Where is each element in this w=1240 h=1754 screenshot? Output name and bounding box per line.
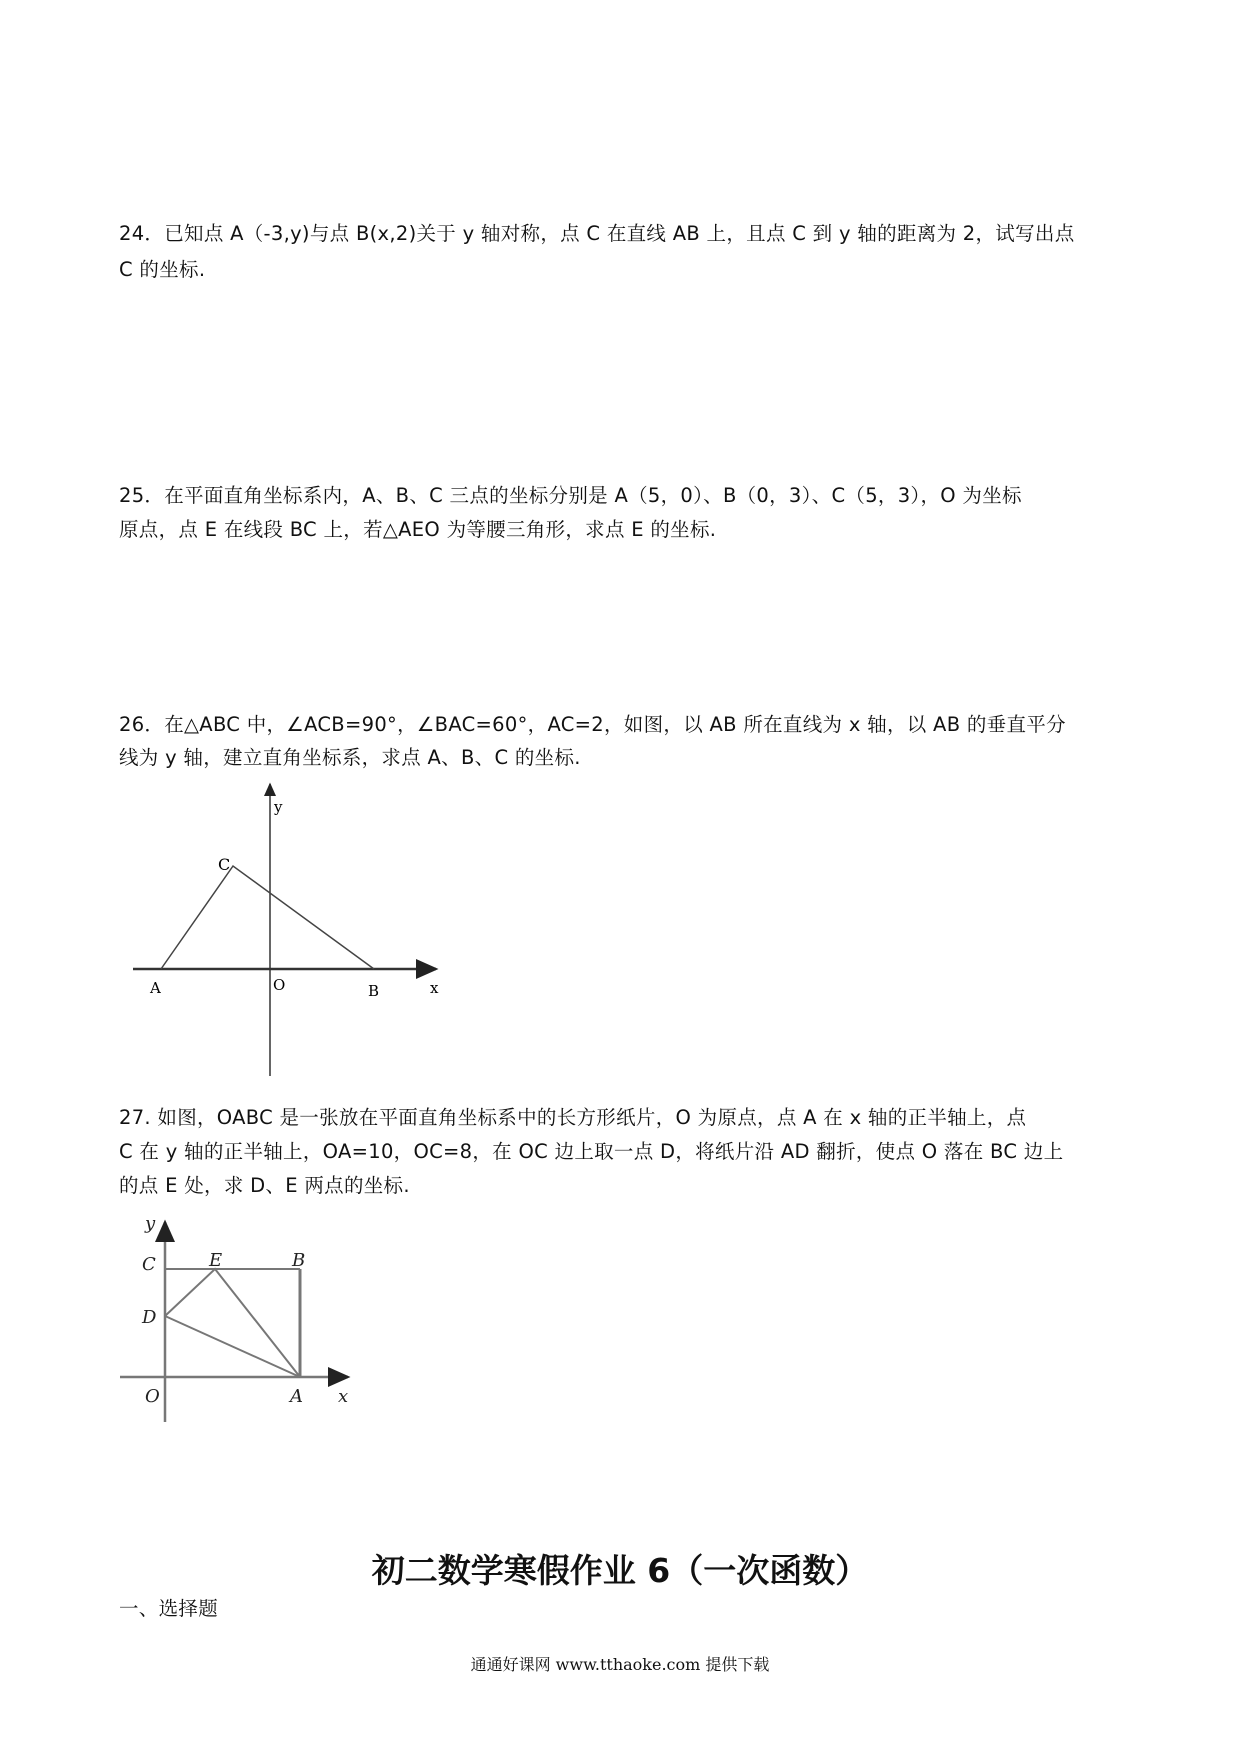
q26-line-2: 线为 y 轴，建立直角坐标系，求点 A、B、C 的坐标. (119, 746, 581, 769)
label-e: E (209, 1250, 223, 1271)
q27-line-3: 的点 E 处，求 D、E 两点的坐标. (119, 1174, 410, 1197)
figure-27-rectangle-fold (120, 1213, 348, 1422)
label-y: y (274, 798, 283, 816)
section-heading: 一、选择题 (119, 1597, 219, 1620)
q25-line-1: 25．在平面直角坐标系内，A、B、C 三点的坐标分别是 A（5，0）、B（0，3）、C（5，3），O 为坐标 (119, 484, 1022, 507)
label-c: C (218, 855, 231, 874)
fold-triangle (165, 1269, 300, 1377)
label-x: x (338, 1386, 349, 1407)
label-b: B (292, 1250, 306, 1271)
footer-watermark: 通通好课网 www.tthaoke.com 提供下载 (470, 1655, 770, 1674)
q26-line-1: 26．在△ABC 中，∠ACB=90°，∠BAC=60°，AC=2，如图，以 AB 所在直线为 x 轴，以 AB 的垂直平分 (119, 713, 1066, 736)
q24-line-1: 24．已知点 A（-3,y)与点 B(x,2)关于 y 轴对称，点 C 在直线 AB 上，且点 C 到 y 轴的距离为 2，试写出点 (119, 222, 1075, 245)
q27-line-1: 27. 如图，OABC 是一张放在平面直角坐标系中的长方形纸片，O 为原点，点 A 在 x 轴的正半轴上，点 (119, 1106, 1027, 1129)
label-x: x (430, 979, 439, 997)
figure-26-triangle-coordinate (133, 784, 439, 1076)
label-a: A (290, 1386, 303, 1407)
label-a: A (150, 979, 161, 997)
label-b: B (368, 982, 380, 1000)
section-title: 初二数学寒假作业 6（一次函数） (371, 1551, 869, 1590)
q24-line-2: C 的坐标. (119, 258, 206, 281)
triangle-abc (161, 866, 374, 969)
q25-line-2: 原点，点 E 在线段 BC 上，若△AEO 为等腰三角形，求点 E 的坐标. (119, 518, 717, 541)
label-d: D (142, 1307, 157, 1328)
label-y: y (145, 1213, 156, 1234)
q27-line-2: C 在 y 轴的正半轴上，OA=10，OC=8，在 OC 边上取一点 D，将纸片沿 AD 翻折，使点 O 落在 BC 边上 (119, 1140, 1064, 1163)
label-o: O (273, 976, 286, 994)
label-o: O (145, 1386, 160, 1407)
label-c: C (142, 1254, 156, 1275)
